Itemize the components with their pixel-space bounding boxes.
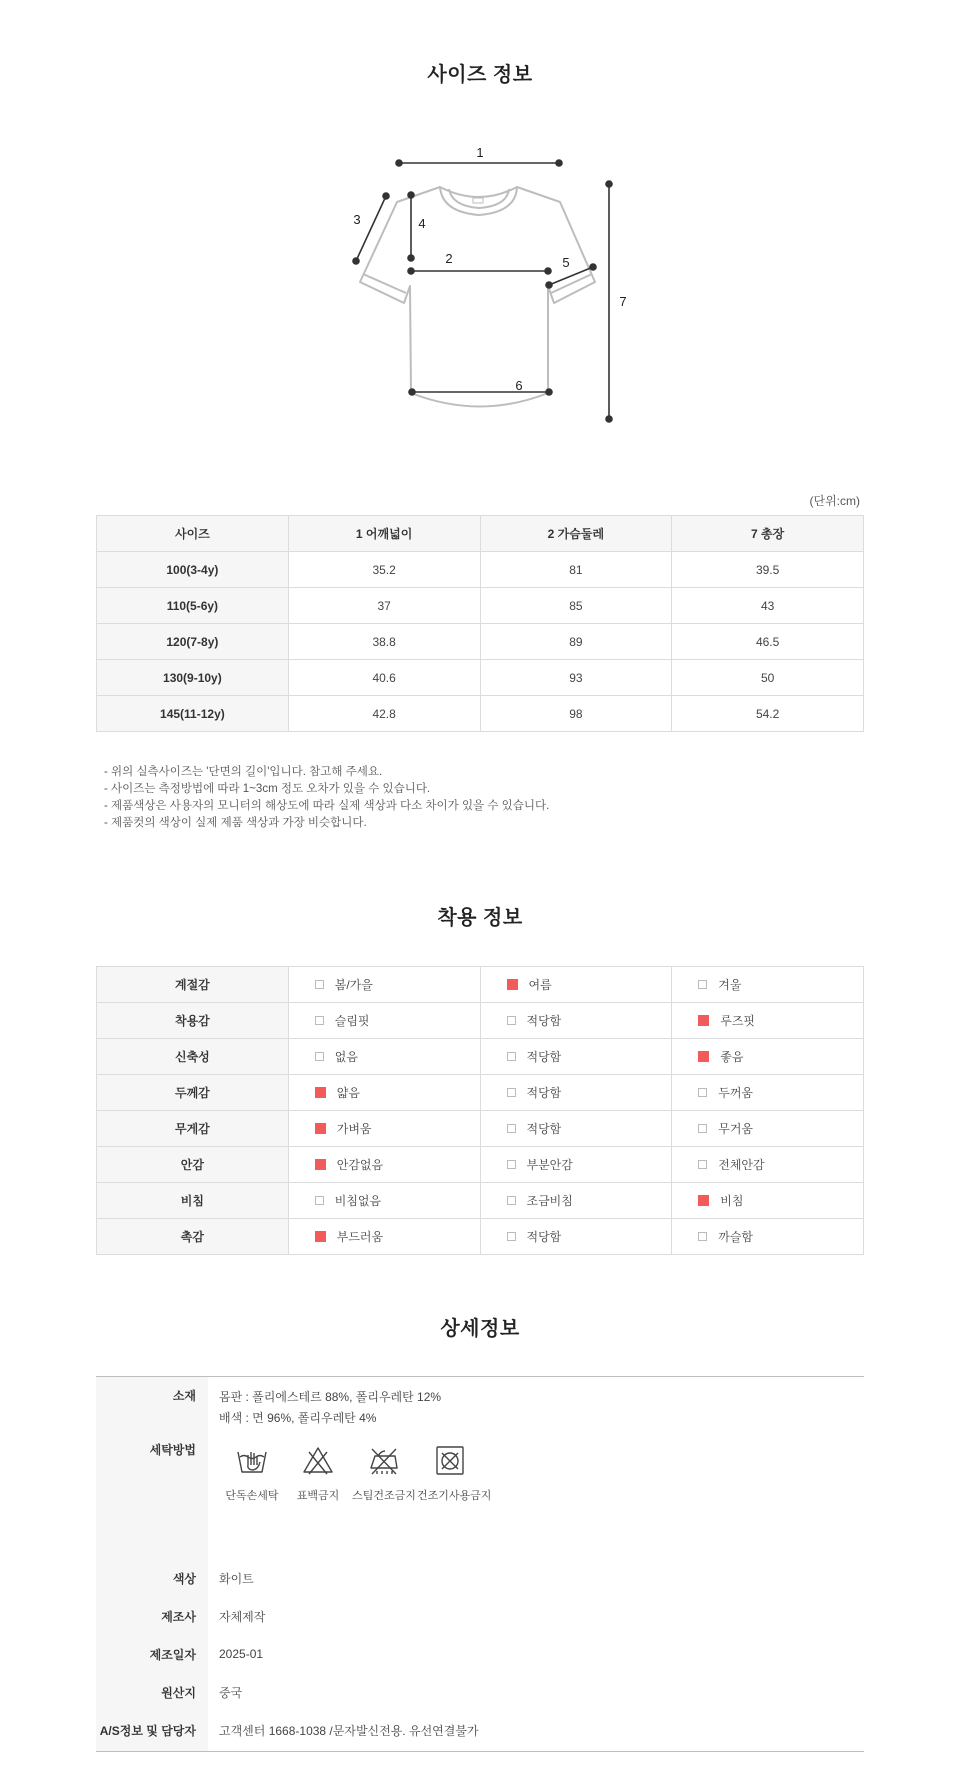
unchecked-box-icon — [698, 1088, 707, 1097]
unchecked-box-icon — [507, 1124, 516, 1133]
detail-label: 소재 — [96, 1377, 208, 1430]
detail-label: 색상 — [96, 1559, 208, 1597]
note-line: - 위의 실측사이즈는 '단면의 길이'입니다. 참고해 주세요. — [104, 766, 383, 778]
fit-row — [97, 967, 864, 1003]
fit-option — [288, 1219, 480, 1255]
fit-row — [97, 1075, 864, 1111]
washing-item — [285, 1443, 351, 1503]
detail-row-as — [96, 1711, 864, 1751]
fit-option-label: 조금비침 — [526, 1194, 573, 1208]
detail-value: 화이트 — [219, 1571, 254, 1586]
fit-row-label: 신축성 — [97, 1039, 289, 1075]
detail-row-color — [96, 1559, 864, 1597]
unchecked-box-icon — [507, 1052, 516, 1061]
fit-row-label: 계절감 — [97, 967, 289, 1003]
table-cell: 38.8 — [288, 624, 480, 660]
fit-option-label: 무거움 — [718, 1122, 754, 1136]
detail-label: 제조일자 — [96, 1635, 208, 1673]
fit-row-label: 비침 — [97, 1183, 289, 1219]
no-steam-dry-icon — [367, 1443, 401, 1477]
fit-option — [288, 1147, 480, 1183]
fit-option-label: 적당함 — [526, 1122, 562, 1136]
table-cell: 98 — [480, 696, 672, 732]
fit-option — [288, 1039, 480, 1075]
size-table-header-cell: 사이즈 — [97, 516, 289, 552]
table-cell: 35.2 — [288, 552, 480, 588]
fit-option-label: 가벼움 — [336, 1122, 372, 1136]
table-cell: 50 — [672, 660, 864, 696]
fit-option — [480, 1075, 672, 1111]
detail-value: 2025-01 — [219, 1647, 264, 1661]
washing-label: 단독손세탁 — [225, 1490, 279, 1502]
fit-option — [672, 1147, 864, 1183]
size-table-header-cell: 1 어깨넓이 — [288, 516, 480, 552]
fit-option-label: 안감없음 — [336, 1158, 384, 1172]
table-cell: 40.6 — [288, 660, 480, 696]
table-row — [97, 624, 864, 660]
fit-option — [480, 1111, 672, 1147]
detail-label: 원산지 — [96, 1673, 208, 1711]
fit-option-label: 적당함 — [526, 1014, 562, 1028]
diagram-label-1: 1 — [476, 145, 484, 160]
unchecked-box-icon — [315, 1016, 324, 1025]
fit-row-label: 착용감 — [97, 1003, 289, 1039]
table-cell: 42.8 — [288, 696, 480, 732]
fit-option — [672, 1003, 864, 1039]
unchecked-box-icon — [507, 1016, 516, 1025]
fit-option — [672, 1039, 864, 1075]
fit-row — [97, 1183, 864, 1219]
table-cell: 39.5 — [672, 552, 864, 588]
size-label: 130(9-10y) — [97, 660, 289, 696]
checked-box-icon — [698, 1051, 709, 1062]
unchecked-box-icon — [507, 1196, 516, 1205]
detail-label: 세탁방법 — [96, 1429, 208, 1559]
fit-option-label: 적당함 — [526, 1086, 562, 1100]
detail-label: 제조사 — [96, 1597, 208, 1635]
washing-item — [351, 1443, 417, 1503]
fit-row — [97, 1003, 864, 1039]
fit-option — [480, 967, 672, 1003]
diagram-label-7: 7 — [619, 294, 627, 309]
detail-value: 자체제작 — [219, 1609, 266, 1624]
unchecked-box-icon — [315, 980, 324, 989]
fit-section-title: 착용 정보 — [437, 907, 523, 929]
detail-value: 중국 — [219, 1685, 243, 1700]
hand-wash-icon — [235, 1443, 269, 1477]
table-cell: 81 — [480, 552, 672, 588]
unchecked-box-icon — [698, 1232, 707, 1241]
size-label: 120(7-8y) — [97, 624, 289, 660]
fit-option — [672, 1111, 864, 1147]
checked-box-icon — [698, 1195, 709, 1206]
fit-option — [672, 967, 864, 1003]
fit-option-label: 좋음 — [720, 1050, 744, 1064]
unchecked-box-icon — [698, 1124, 707, 1133]
fit-option-label: 적당함 — [526, 1230, 562, 1244]
washing-icons — [219, 1443, 864, 1503]
unchecked-box-icon — [507, 1160, 516, 1169]
fit-option-label: 까슬함 — [718, 1230, 754, 1244]
fit-option — [288, 1003, 480, 1039]
table-cell: 89 — [480, 624, 672, 660]
tshirt-outline — [360, 187, 595, 407]
table-cell: 93 — [480, 660, 672, 696]
table-row — [97, 660, 864, 696]
detail-label: A/S정보 및 담당자 — [96, 1711, 208, 1751]
diagram-label-3: 3 — [353, 212, 361, 227]
note-line: - 제품색상은 사용자의 모니터의 해상도에 따라 실제 색상과 다소 차이가 있을 수 있습니다. — [104, 800, 550, 812]
checked-box-icon — [315, 1123, 326, 1134]
unchecked-box-icon — [507, 1088, 516, 1097]
diagram-label-2: 2 — [445, 251, 453, 266]
size-table — [96, 515, 864, 732]
detail-row-maker — [96, 1597, 864, 1635]
washing-label: 건조기사용금지 — [417, 1490, 492, 1502]
fit-option-label: 비침없음 — [334, 1194, 382, 1208]
size-label: 100(3-4y) — [97, 552, 289, 588]
size-section-title: 사이즈 정보 — [427, 64, 533, 86]
fit-option-label: 부드러움 — [336, 1230, 384, 1244]
fit-option-label: 여름 — [528, 978, 552, 992]
fit-row-label: 안감 — [97, 1147, 289, 1183]
fit-option — [480, 1219, 672, 1255]
fit-row — [97, 1111, 864, 1147]
checked-box-icon — [315, 1159, 326, 1170]
detail-row-washing — [96, 1429, 864, 1559]
detail-row-date — [96, 1635, 864, 1673]
diagram-label-4: 4 — [418, 216, 426, 231]
fit-option — [480, 1003, 672, 1039]
fit-option — [480, 1147, 672, 1183]
washing-label: 표백금지 — [296, 1490, 340, 1502]
fit-option-label: 얇음 — [336, 1086, 360, 1100]
detail-section-title: 상세정보 — [440, 1318, 520, 1340]
fit-option — [288, 1183, 480, 1219]
unchecked-box-icon — [507, 1232, 516, 1241]
no-bleach-icon — [301, 1443, 335, 1477]
fit-option-label: 루즈핏 — [720, 1014, 756, 1028]
detail-row-material — [96, 1377, 864, 1430]
fit-row — [97, 1219, 864, 1255]
fit-option — [480, 1183, 672, 1219]
fit-option-label: 비침 — [720, 1194, 744, 1208]
washing-label: 스팀건조금지 — [352, 1490, 416, 1502]
size-table-header — [97, 516, 864, 552]
no-tumble-dry-icon — [433, 1443, 467, 1477]
size-notes — [104, 764, 549, 832]
fit-info-table — [96, 966, 864, 1255]
fit-option-label: 부분안감 — [526, 1158, 573, 1172]
table-cell: 37 — [288, 588, 480, 624]
table-row — [97, 696, 864, 732]
fit-option — [672, 1075, 864, 1111]
washing-item — [219, 1443, 285, 1503]
size-table-header-cell: 2 가슴둘레 — [480, 516, 672, 552]
material-line: 몸판 : 폴리에스테르 88%, 폴리우레탄 12% — [219, 1390, 442, 1404]
detail-row-origin — [96, 1673, 864, 1711]
table-row — [97, 588, 864, 624]
fit-option — [288, 1075, 480, 1111]
fit-option — [288, 1111, 480, 1147]
diagram-label-5: 5 — [562, 255, 570, 270]
detail-info-table — [96, 1376, 864, 1752]
table-cell: 85 — [480, 588, 672, 624]
fit-option — [672, 1183, 864, 1219]
table-cell: 54.2 — [672, 696, 864, 732]
fit-row-label: 촉감 — [97, 1219, 289, 1255]
checked-box-icon — [315, 1087, 326, 1098]
unchecked-box-icon — [315, 1052, 324, 1061]
note-line: - 제품컷의 색상이 실제 제품 색상과 가장 비슷합니다. — [104, 817, 367, 829]
checked-box-icon — [507, 979, 518, 990]
tshirt-size-diagram — [330, 140, 630, 430]
material-line: 배색 : 면 96%, 폴리우레탄 4% — [219, 1411, 377, 1425]
unchecked-box-icon — [698, 980, 707, 989]
unchecked-box-icon — [698, 1160, 707, 1169]
fit-row — [97, 1039, 864, 1075]
size-table-header-cell: 7 총장 — [672, 516, 864, 552]
fit-row-label: 무게감 — [97, 1111, 289, 1147]
diagram-label-6: 6 — [515, 378, 523, 393]
fit-option-label: 슬림핏 — [334, 1014, 370, 1028]
fit-row-label: 두께감 — [97, 1075, 289, 1111]
unit-note: (단위:cm) — [809, 494, 860, 508]
fit-option-label: 전체안감 — [718, 1158, 765, 1172]
fit-option-label: 봄/가을 — [334, 978, 373, 992]
checked-box-icon — [315, 1231, 326, 1242]
fit-option — [480, 1039, 672, 1075]
fit-option — [672, 1219, 864, 1255]
table-cell: 46.5 — [672, 624, 864, 660]
fit-option-label: 겨울 — [718, 978, 742, 992]
fit-row — [97, 1147, 864, 1183]
note-line: - 사이즈는 측정방법에 따라 1~3cm 정도 오차가 있을 수 있습니다. — [104, 783, 431, 795]
size-label: 145(11-12y) — [97, 696, 289, 732]
fit-option-label: 적당함 — [526, 1050, 562, 1064]
fit-option-label: 두꺼움 — [718, 1086, 754, 1100]
size-label: 110(5-6y) — [97, 588, 289, 624]
fit-option — [288, 967, 480, 1003]
detail-value: 고객센터 1668-1038 /문자발신전용. 유선연결불가 — [219, 1724, 479, 1739]
washing-item — [417, 1443, 492, 1503]
fit-option-label: 없음 — [334, 1050, 358, 1064]
table-row — [97, 552, 864, 588]
table-cell: 43 — [672, 588, 864, 624]
checked-box-icon — [698, 1015, 709, 1026]
unchecked-box-icon — [315, 1196, 324, 1205]
